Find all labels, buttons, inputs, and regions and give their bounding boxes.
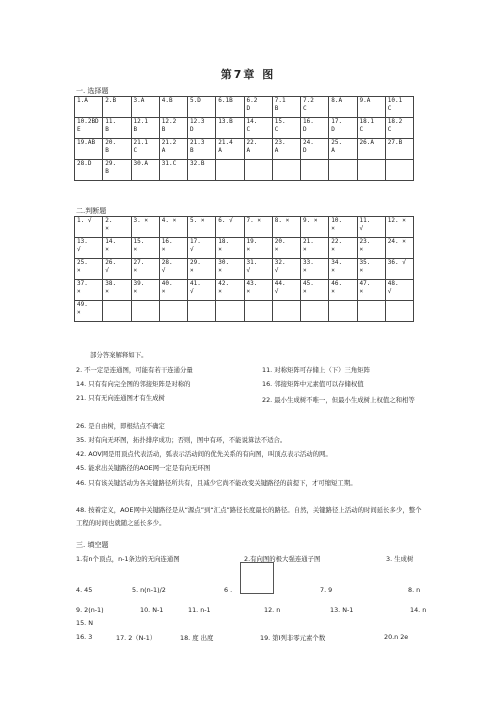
- table-cell: 33. ×: [301, 259, 329, 280]
- table-cell: 32.B: [188, 160, 216, 181]
- table-cell: 9. ×: [301, 217, 329, 238]
- table-cell: 41. √: [188, 280, 216, 301]
- table-cell: [385, 160, 413, 181]
- table-cell: [385, 301, 413, 322]
- table-cell: [244, 160, 272, 181]
- explain-item: 35. 对有向无环图，拓扑排序成功；否则，图中有环，不能说算法不适合。: [76, 436, 287, 444]
- table-row: [75, 238, 414, 259]
- table-cell: 21.2 A: [159, 139, 187, 160]
- table-cell: 37. ×: [75, 280, 103, 301]
- table-cell: 14. C: [244, 118, 272, 139]
- table-cell: 24. ×: [385, 238, 413, 259]
- table-cell: 10.2BD E: [75, 118, 103, 139]
- explain-item: 16. 邻接矩阵中元素值可以存储权值: [262, 380, 364, 388]
- table-cell: 1.A: [75, 97, 103, 118]
- fill-answer: 18. 度 出度: [180, 634, 214, 642]
- table-cell: 46. ×: [329, 280, 357, 301]
- table-cell: 10.1 C: [385, 97, 413, 118]
- table-cell: 8. ×: [272, 217, 300, 238]
- explain-item: 21. 只有无向连通图才有生成树: [76, 394, 165, 402]
- section-fill-heading: 三. 填空题: [76, 541, 109, 549]
- table-cell: 48. √: [385, 280, 413, 301]
- table-cell: 7. ×: [244, 217, 272, 238]
- table-cell: 32. √: [272, 259, 300, 280]
- table-row: [75, 139, 414, 160]
- table-cell: 29. ×: [188, 259, 216, 280]
- table-cell: 20. B: [103, 139, 131, 160]
- fill-figure-box: [240, 562, 274, 594]
- table-cell: [301, 301, 329, 322]
- table-cell: 12.2 B: [159, 118, 187, 139]
- table-cell: 26.A: [357, 139, 385, 160]
- table-cell: 14. ×: [103, 238, 131, 259]
- table-cell: 5.D: [188, 97, 216, 118]
- table-cell: 43. ×: [244, 280, 272, 301]
- table-cell: 47. ×: [357, 280, 385, 301]
- table-cell: 4.B: [159, 97, 187, 118]
- table-cell: 31. √: [244, 259, 272, 280]
- table-cell: [357, 160, 385, 181]
- table-cell: 42. ×: [216, 280, 244, 301]
- fill-answer: 8. n: [408, 586, 421, 594]
- section-choice-heading: 一. 选择题: [76, 87, 109, 95]
- table-row: [75, 160, 414, 181]
- table-row: [75, 301, 414, 322]
- fill-answer: 2.有向图的极大强连通子图: [244, 555, 321, 563]
- table-cell: 49. ×: [75, 301, 103, 322]
- fill-answer: 10. N-1: [140, 606, 164, 614]
- table-cell: 39. ×: [131, 280, 159, 301]
- fill-answer: 7. 9: [320, 586, 333, 594]
- fill-answer: 12. n: [264, 606, 281, 614]
- table-cell: [301, 160, 329, 181]
- fill-answer: 14. n: [410, 606, 427, 614]
- table-cell: 25. A: [329, 139, 357, 160]
- table-cell: 18.1 C: [357, 118, 385, 139]
- table-cell: 23. A: [272, 139, 300, 160]
- table-cell: 29. B: [103, 160, 131, 181]
- explain-heading: 部分答案解释如下。: [90, 351, 148, 359]
- table-cell: [329, 301, 357, 322]
- table-cell: 27. ×: [131, 259, 159, 280]
- table-cell: [103, 301, 131, 322]
- table-cell: 2. ×: [103, 217, 131, 238]
- table-cell: 3.A: [131, 97, 159, 118]
- table-cell: 40. ×: [159, 280, 187, 301]
- fill-answer: 1.有n个顶点，n-1条边的无向连通图: [76, 555, 180, 563]
- table-cell: [357, 301, 385, 322]
- explain-item: 45. 能求出关键路径的AOE网一定是有向无环图: [76, 464, 211, 472]
- explain-item: 42. AOV网是用顶点代表活动，弧表示活动间的优先关系的有向图，叫顶点表示活动的网。: [76, 450, 332, 458]
- table-cell: 3. ×: [131, 217, 159, 238]
- table-cell: 7.1 B: [272, 97, 300, 118]
- table-cell: 44. √: [272, 280, 300, 301]
- fill-answer: 15. N: [76, 619, 93, 627]
- table-cell: 13. √: [75, 238, 103, 259]
- table-cell: 36. √: [385, 259, 413, 280]
- table-row: [75, 217, 414, 238]
- explain-item: 2. 不一定是连通图，可能有若干连通分量: [76, 366, 193, 374]
- fill-answer: 4. 45: [76, 586, 93, 594]
- table-cell: 30.A: [131, 160, 159, 181]
- fill-answer: 3. 生成树: [386, 555, 414, 563]
- section-judge-heading: 二.判断题: [76, 207, 107, 215]
- table-cell: 11. √: [357, 217, 385, 238]
- table-cell: [216, 301, 244, 322]
- table-cell: 12.1 B: [131, 118, 159, 139]
- table-cell: 19.AB: [75, 139, 103, 160]
- table-cell: 21.3 B: [188, 139, 216, 160]
- table-cell: 45. ×: [301, 280, 329, 301]
- table-cell: 23. ×: [357, 238, 385, 259]
- table-cell: [216, 160, 244, 181]
- table-cell: 8.A: [329, 97, 357, 118]
- table-cell: 5. ×: [188, 217, 216, 238]
- table-row: [75, 280, 414, 301]
- table-cell: 7.2 C: [301, 97, 329, 118]
- table-cell: 34. ×: [329, 259, 357, 280]
- table-cell: 25. ×: [75, 259, 103, 280]
- explain-item: 14. 只有有向完全图的邻接矩阵是对称的: [76, 380, 191, 388]
- fill-answer: 11. n-1: [188, 606, 211, 614]
- table-cell: 15. ×: [131, 238, 159, 259]
- table-cell: 21.4 A: [216, 139, 244, 160]
- fill-answer: 17. 2（N-1）: [116, 634, 157, 642]
- table-cell: 30. ×: [216, 259, 244, 280]
- table-cell: 16. ×: [159, 238, 187, 259]
- table-cell: [329, 160, 357, 181]
- table-cell: 19. ×: [244, 238, 272, 259]
- table-cell: [272, 160, 300, 181]
- table-cell: 21.1 C: [131, 139, 159, 160]
- fill-answer: 6 .: [224, 586, 233, 594]
- table-cell: 12.3 D: [188, 118, 216, 139]
- table-cell: 28.D: [75, 160, 103, 181]
- judge-answer-table: [74, 216, 414, 322]
- explain-item: 46. 只有该关键活动为各关键路径所共有，且减少它尚不能改变关键路径的前提下，才可缩短工期。: [76, 479, 357, 487]
- table-cell: 10. ×: [329, 217, 357, 238]
- explain-item: 22. 最小生成树不唯一，但最小生成树上权值之和相等: [262, 396, 415, 404]
- table-cell: [131, 301, 159, 322]
- table-cell: 24. D: [301, 139, 329, 160]
- table-cell: 17. √: [188, 238, 216, 259]
- table-cell: 17. D: [329, 118, 357, 139]
- table-cell: 28. √: [159, 259, 187, 280]
- table-cell: 4. ×: [159, 217, 187, 238]
- table-cell: 22. A: [244, 139, 272, 160]
- table-cell: [188, 301, 216, 322]
- explain-item: 11. 对称矩阵可存储上（下）三角矩阵: [262, 366, 371, 374]
- table-row: [75, 259, 414, 280]
- table-cell: 35. ×: [357, 259, 385, 280]
- table-cell: 6.2 D: [244, 97, 272, 118]
- table-cell: 38. ×: [103, 280, 131, 301]
- table-cell: [272, 301, 300, 322]
- table-cell: 16. D: [301, 118, 329, 139]
- table-cell: 6.1B: [216, 97, 244, 118]
- table-cell: 31.C: [159, 160, 187, 181]
- table-cell: 27.B: [385, 139, 413, 160]
- table-cell: 1. √: [75, 217, 103, 238]
- table-cell: 11. B: [103, 118, 131, 139]
- table-cell: 2.B: [103, 97, 131, 118]
- choice-answer-table: [74, 96, 414, 181]
- fill-answer: 13. N-1: [330, 606, 354, 614]
- chapter-title: 第7章 图: [220, 68, 276, 81]
- explain-item: 26. 是自由树，即根结点不确定: [76, 422, 165, 430]
- fill-answer: 5. n(n-1)/2: [132, 586, 166, 594]
- table-cell: 26. √: [103, 259, 131, 280]
- fill-answer: 19. 第I列非零元素个数: [260, 634, 326, 642]
- table-cell: 21. ×: [301, 238, 329, 259]
- table-cell: 12. ×: [385, 217, 413, 238]
- explain-item: 48. 按着定义，AOE网中关键路径是从“源点”到“汇点”路径长度最长的路径。自然，关键路径上活动的时间延长多少，整个工程的时间也就随之延长多少。: [76, 506, 422, 527]
- table-cell: 18. ×: [216, 238, 244, 259]
- table-cell: [159, 301, 187, 322]
- table-cell: 20. ×: [272, 238, 300, 259]
- table-cell: 13.B: [216, 118, 244, 139]
- table-row: [75, 97, 414, 118]
- fill-answer: 20.n 2e: [384, 633, 409, 641]
- table-cell: 9.A: [357, 97, 385, 118]
- table-row: [75, 118, 414, 139]
- fill-answer: 16. 3: [76, 633, 93, 641]
- table-cell: 18.2 C: [385, 118, 413, 139]
- table-cell: 22. ×: [329, 238, 357, 259]
- table-cell: 15. C: [272, 118, 300, 139]
- table-cell: [244, 301, 272, 322]
- fill-answer: 9. 2(n-1): [76, 606, 104, 614]
- table-cell: 6. √: [216, 217, 244, 238]
